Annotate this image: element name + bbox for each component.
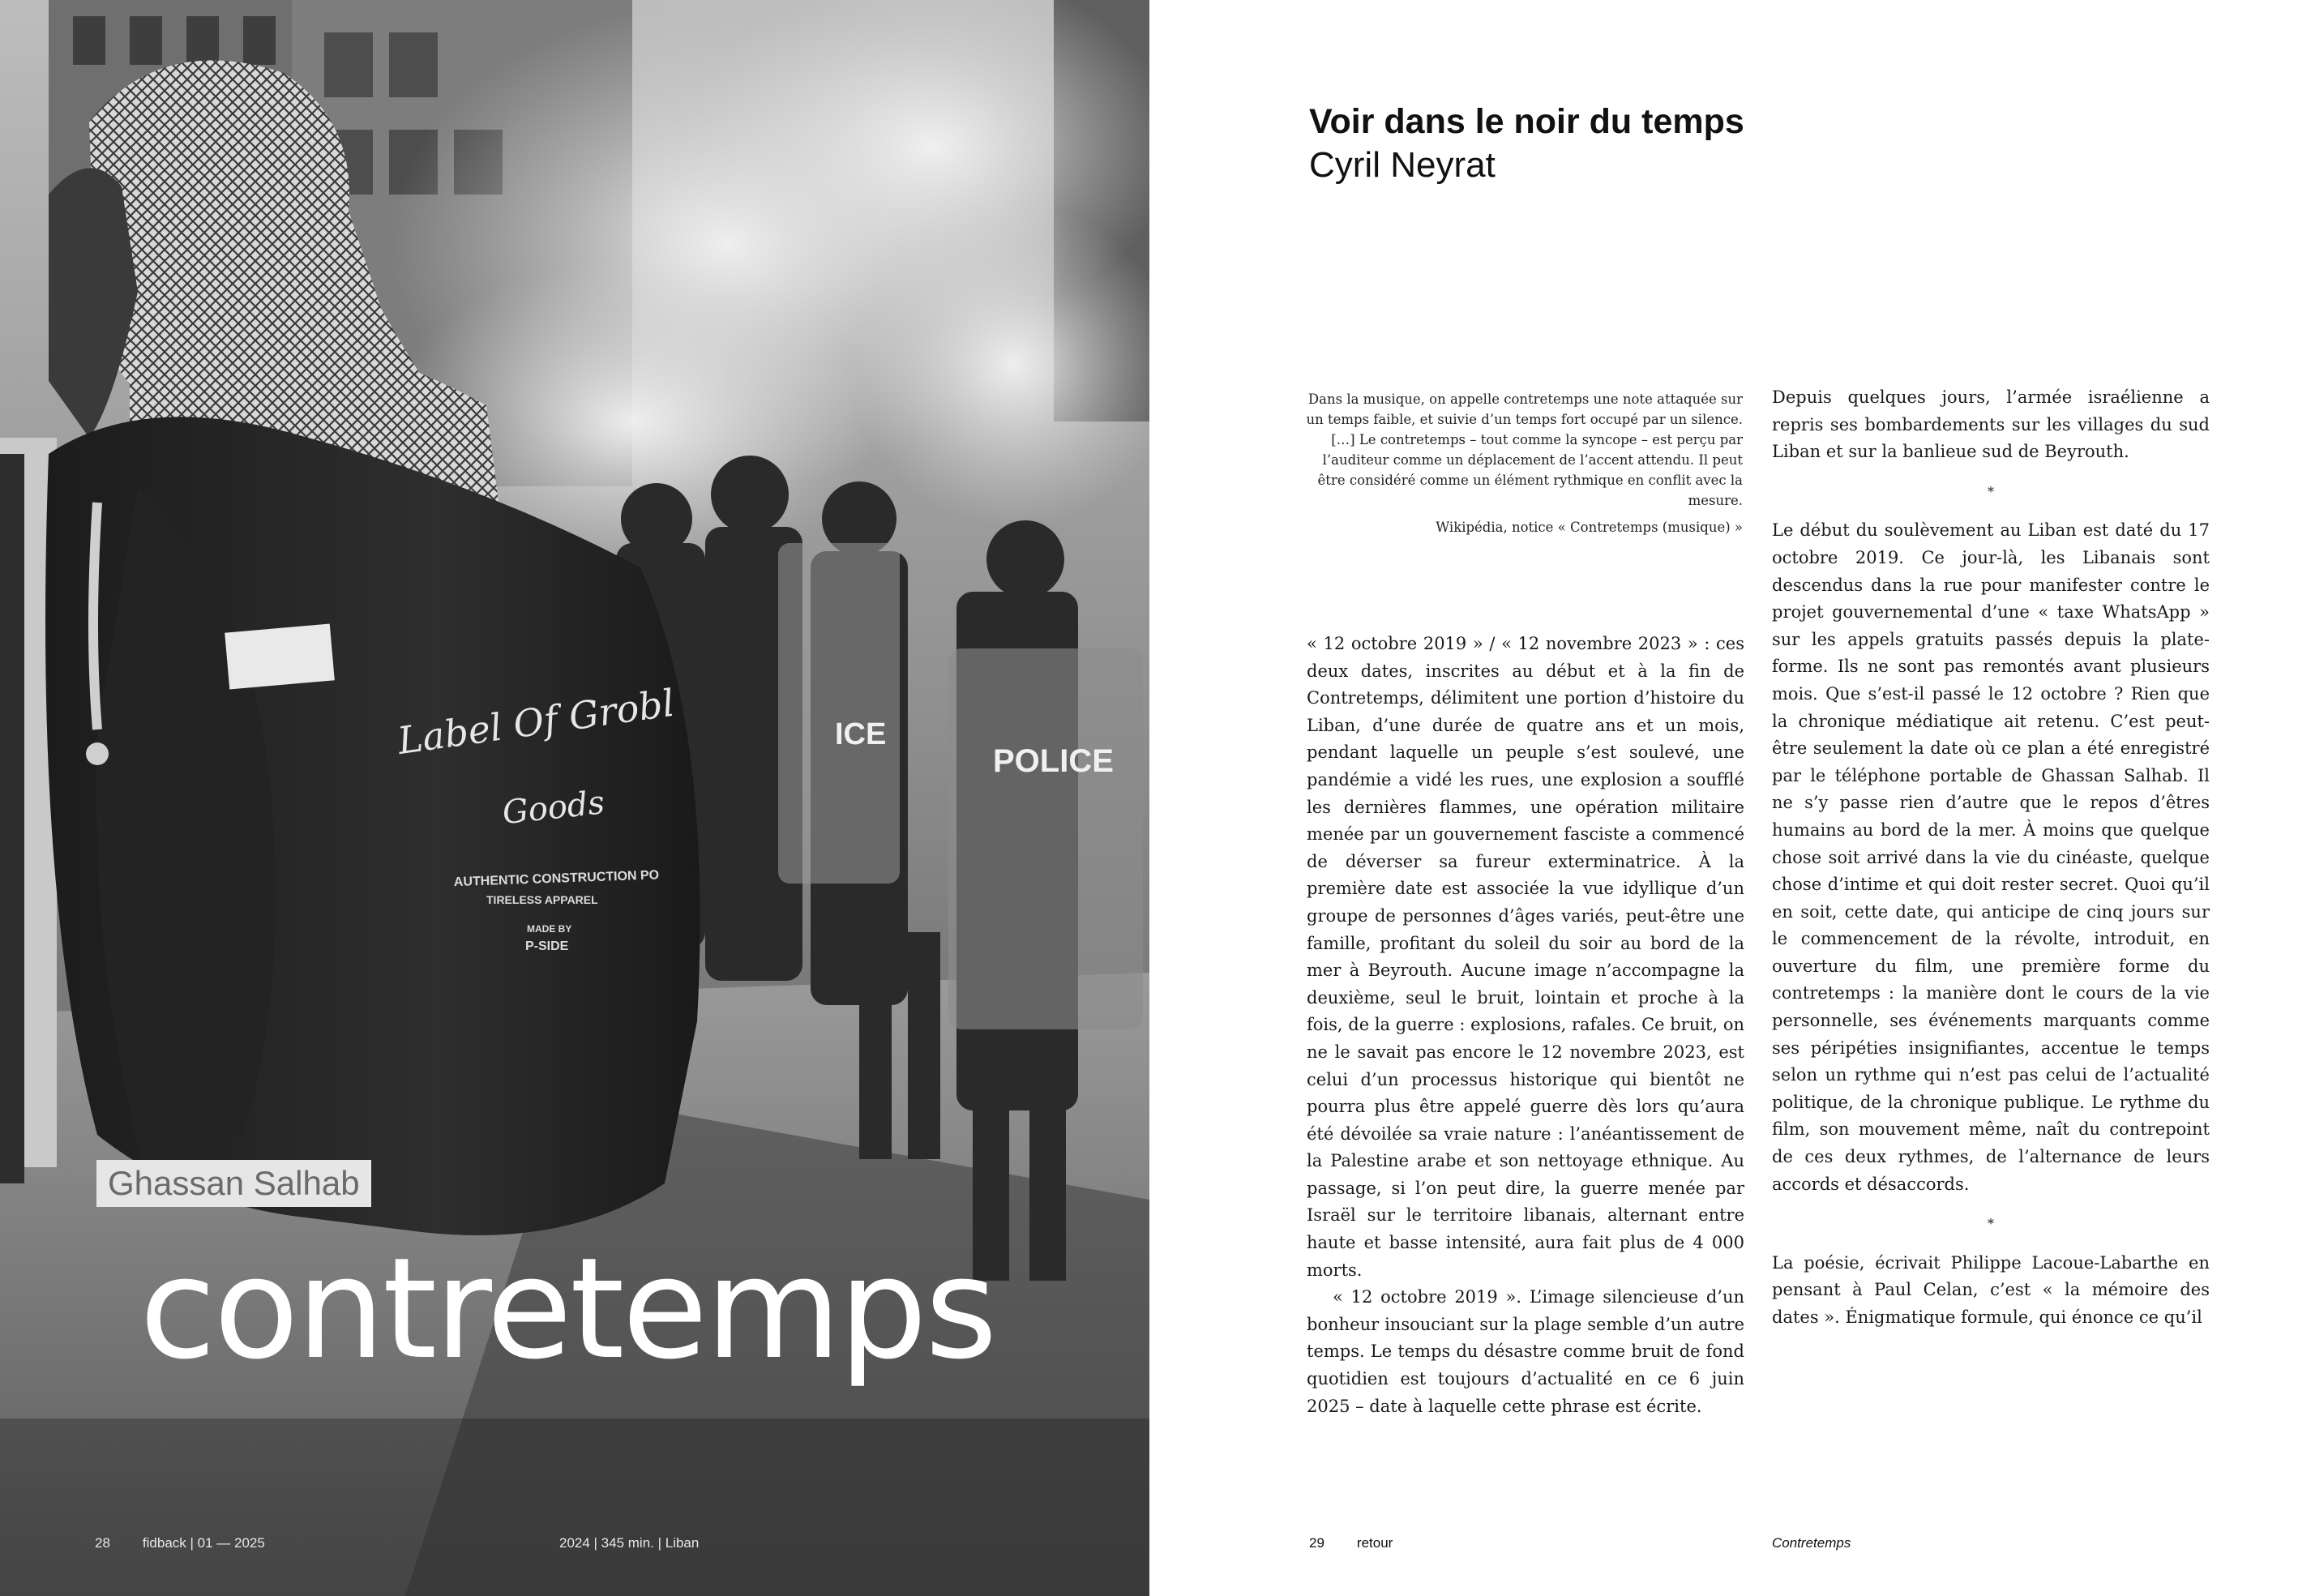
print-line-6: P-SIDE xyxy=(525,939,569,953)
shield-label-2: ICE xyxy=(835,717,887,751)
running-title: Contretemps xyxy=(1772,1535,1851,1551)
print-line-5: MADE BY xyxy=(527,923,572,935)
paragraph: « 12 octobre 2019 » / « 12 novembre 2023 » : ces deux dates, inscrites au début et à la fin de Contretemps, délimitent une portion d’histoire du Liban, d’une durée de quatre ans et un mois, pendant laquelle un peuple s’est soulevé, une pandémie a vidé les rues, une explosion a soufflé les dernières flammes, une opération militaire menée par un gouvernement fasciste a commencé de déverser sa fureur exterminatrice. À la première date est associée la vue idyllique d’un groupe de personnes d’âges variés, peut-être une famille, profitant du soleil du soir au bord de la mer à Beyrouth. Aucune image n’accompagne la deuxième, seul le bruit, lointain et proche à la fois, de la guerre : explosions, rafales. Ce bruit, on ne le savait pas encore le 12 novembre 2023, est celui d’un processus historique qui bientôt ne pourra plus être appelé guerre dès lors qu’aura été dévoilée sa vraie nature : l’anéantissement de la Palestine arabe et son nettoyage ethnique. Au passage, si l’on peut dire, la guerre menée par Israël sur le territoire libanais, alternant entre haute et basse intensité, aura fait plus de 4 000 morts. xyxy=(1307,634,1744,1280)
paragraph: « 12 octobre 2019 ». L’image silencieuse d’un bonheur insouciant sur la plage semble d’un autre temps. Le temps du désastre comme bruit de fond quotidien est toujours d’actualité en ce 6 juin 2025 – date à laquelle cette phrase est écrite. xyxy=(1307,1287,1744,1416)
right-page-number: 29 xyxy=(1309,1535,1324,1551)
epigraph-text: Dans la musique, on appelle contretemps une note attaquée sur un temps faible, et suivie d’un temps fort occupé par un silence. […] Le contretemps – tout comme la syncope – est perçu par l’auditeur comme un déplacement de l’accent attendu. Il peut être considéré comme un élément rythmique en conflit avec la mesure. xyxy=(1306,392,1743,508)
epigraph-source: Wikipédia, notice « Contretemps (musique) » xyxy=(1436,520,1743,535)
text-column-right xyxy=(1772,384,2210,1332)
print-line-2: Goods xyxy=(500,784,606,832)
article-title: Voir dans le noir du temps xyxy=(1309,102,1744,141)
section-separator: * xyxy=(1988,483,1994,499)
shield-label-1: POLICE xyxy=(993,743,1114,779)
epigraph xyxy=(1299,389,1743,537)
magazine-issue: fidback | 01 — 2025 xyxy=(142,1535,265,1551)
paragraph: Depuis quelques jours, l’armée israélienne a repris ses bombardements sur les villages du sud Liban et sur la banlieue sud de Beyrouth. xyxy=(1772,387,2210,462)
section-separator: * xyxy=(1988,1216,1994,1232)
right-page-footer xyxy=(1309,1534,1393,1552)
film-info: 2024 | 345 min. | Liban xyxy=(559,1535,700,1551)
film-title: contretemps xyxy=(139,1227,995,1390)
left-page-footer xyxy=(95,1534,265,1552)
print-line-3: AUTHENTIC CONSTRUCTION PO xyxy=(453,868,660,890)
print-line-1: Label Of Grobl xyxy=(395,680,678,764)
print-line-4: TIRELESS APPAREL xyxy=(486,893,598,906)
text-column-left xyxy=(1307,631,1744,1420)
paragraph: Le début du soulèvement au Liban est daté du 17 octobre 2019. Ce jour-là, les Libanais sont descendus dans la rue pour manifester contre le projet gouvernemental d’une « taxe WhatsApp » sur les appels gratuits passés depuis la plate-forme. Ils ne sont pas remontés avant plusieurs mois. Que s’est-il passé le 12 octobre ? Rien que la chronique médiatique ait retenu. C’est peut-être seulement la date où ce plan a été enregistré par le téléphone portable de Ghassan Salhab. Il ne s’y passe rien d’autre que le repos d’êtres humains au bord de la mer. À moins que quelque chose soit arrivé dans la vie du cinéaste, quelque chose d’intime et qui doit rester secret. Quoi qu’il en soit, cette date, qui anticipe de cinq jours sur le commencement de la révolte, introduit, en ouverture du film, une première forme du contretemps : la manière dont le cours de la vie personnelle, ses événements marquants comme ses péripéties insignifiantes, accentue le temps selon un rythme qui n’est pas celui de l’actualité politique, de la chronique publique. Le rythme du film, son mouvement même, naît du contrepoint de ces deux rythmes, de l’alternance de leurs accords et désaccords. xyxy=(1772,520,2210,1194)
section-name: retour xyxy=(1356,1535,1393,1551)
director-name: Ghassan Salhab xyxy=(96,1160,371,1207)
paragraph: La poésie, écrivait Philippe Lacoue-Labarthe en pensant à Paul Celan, c’est « la mémoire des dates ». Énigmatique formule, qui énonce ce qu’il xyxy=(1772,1252,2210,1327)
article-author: Cyril Neyrat xyxy=(1309,145,1496,185)
left-page-number: 28 xyxy=(95,1535,110,1551)
